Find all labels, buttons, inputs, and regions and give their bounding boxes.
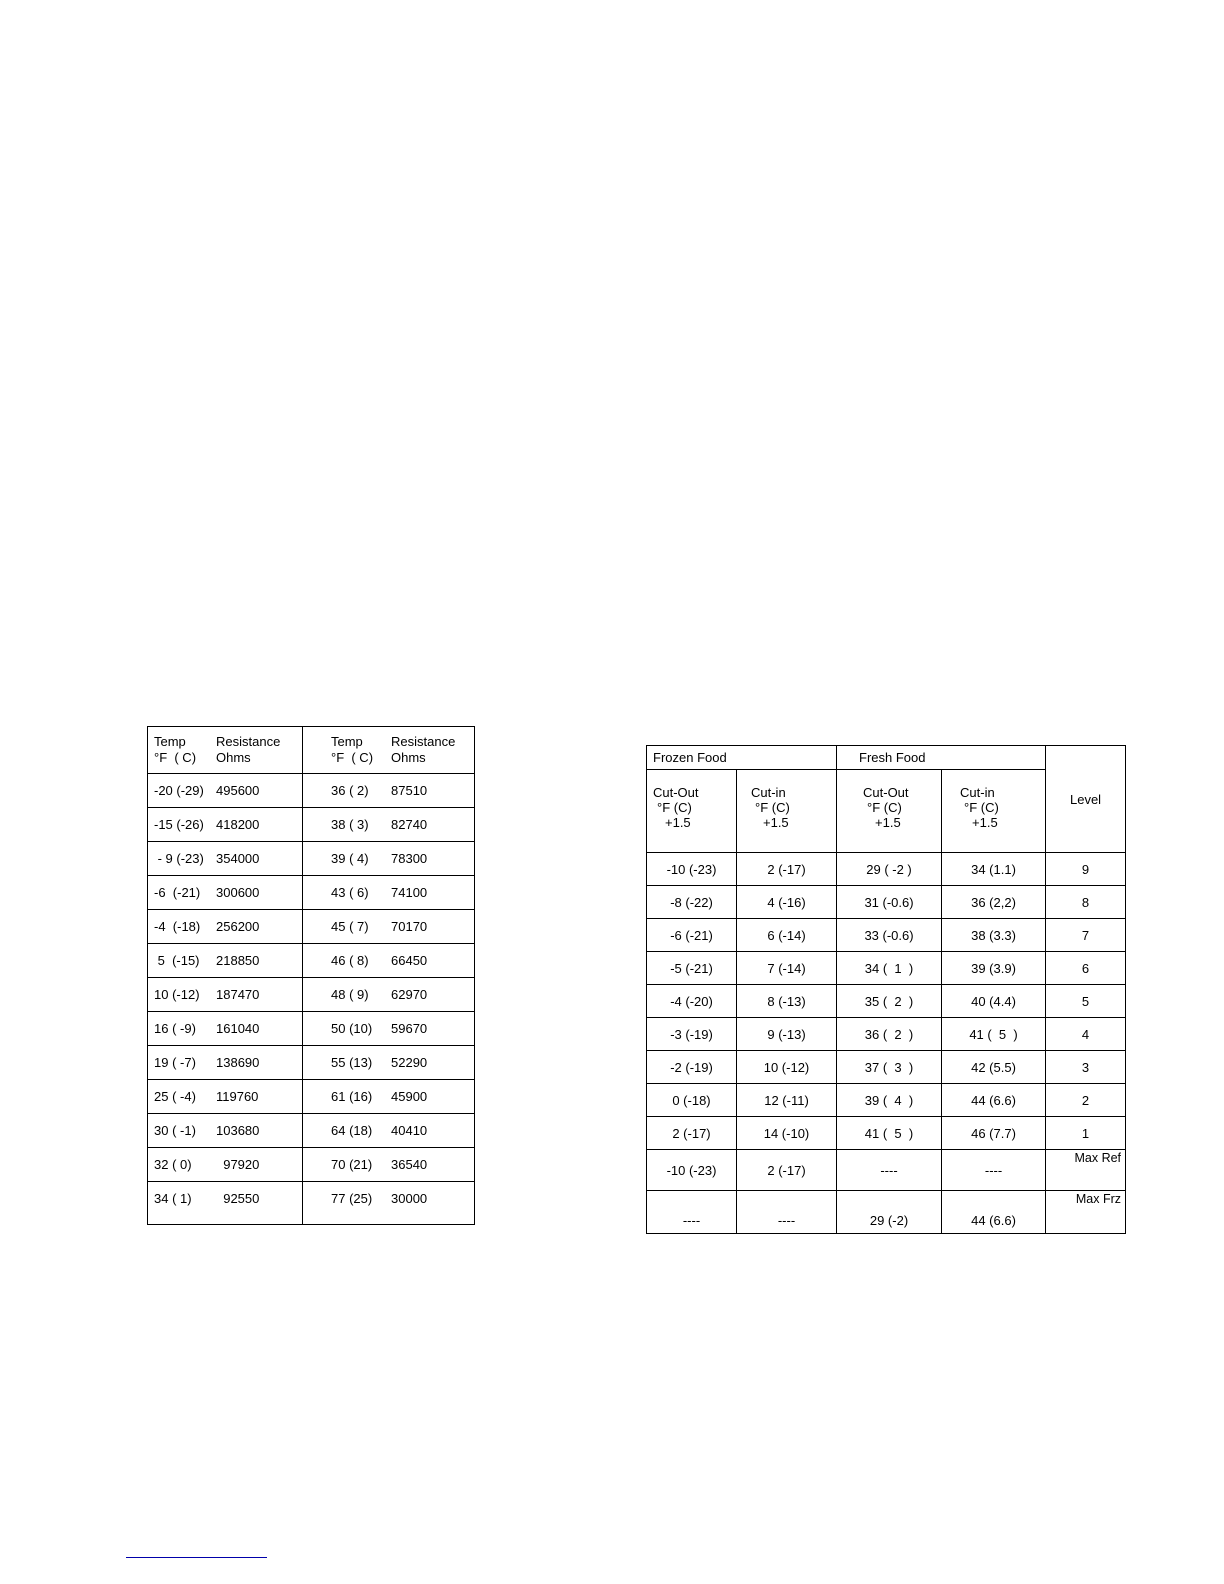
temperature-value: 5 (-15)	[154, 953, 200, 968]
temperature-value: -4 (-18)	[154, 919, 201, 934]
resistance-value: 40410	[391, 1123, 428, 1138]
temperature-value: -6 (-21)	[154, 885, 201, 900]
table-row	[647, 1018, 1126, 1051]
temperature-value: 32 ( 0)	[154, 1157, 192, 1172]
temperature-value: -5 (-21)	[647, 952, 737, 985]
temperature-value: 41 ( 5 )	[942, 1018, 1046, 1051]
fresh-food-header: Fresh Food	[837, 746, 1046, 770]
table-cell	[148, 842, 303, 876]
temperature-value: -10 (-23)	[647, 853, 737, 886]
subheader-line: Cut-Out	[653, 785, 699, 800]
temperature-value: 77 (25)	[331, 1191, 373, 1206]
level-value: 6	[1046, 952, 1126, 985]
table-cell	[303, 1148, 475, 1182]
temperature-value: 45 ( 7)	[331, 919, 369, 934]
level-value: 7	[1046, 919, 1126, 952]
temperature-value: 9 (-13)	[737, 1018, 837, 1051]
column-subheader	[942, 770, 1046, 853]
resistance-header-line2: Ohms	[216, 750, 251, 765]
resistance-value: 30000	[391, 1191, 428, 1206]
level-header: Level	[1046, 746, 1126, 853]
table-cell	[303, 944, 475, 978]
table-row	[148, 910, 475, 944]
resistance-header-line2: Ohms	[391, 750, 426, 765]
resistance-value: 256200	[216, 919, 260, 934]
cell-text: ----	[777, 1212, 796, 1228]
subheader-line: °F (C)	[657, 800, 692, 815]
column-subheader	[647, 770, 737, 853]
table-cell	[148, 944, 303, 978]
temperature-value: -20 (-29)	[154, 783, 204, 798]
temperature-value: -3 (-19)	[647, 1018, 737, 1051]
temperature-value: 38 ( 3)	[331, 817, 369, 832]
temperature-value: 39 (3.9)	[942, 952, 1046, 985]
temperature-value: 39 ( 4 )	[837, 1084, 942, 1117]
temperature-value	[942, 1191, 1046, 1234]
header-cell-left	[148, 727, 303, 774]
table-row	[647, 985, 1126, 1018]
resistance-value: 138690	[216, 1055, 260, 1070]
resistance-value: 92550	[216, 1191, 260, 1206]
resistance-value: 418200	[216, 817, 260, 832]
temperature-value: 10 (-12)	[737, 1051, 837, 1084]
table-cell	[148, 1046, 303, 1080]
resistance-value: 187470	[216, 987, 260, 1002]
table-row	[647, 886, 1126, 919]
table-cell	[148, 1182, 303, 1225]
header-cell-right	[303, 727, 475, 774]
resistance-value: 52290	[391, 1055, 428, 1070]
level-value: 8	[1046, 886, 1126, 919]
table-row	[148, 842, 475, 876]
temperature-value: 41 ( 5 )	[837, 1117, 942, 1150]
subheader-line: +1.5	[875, 815, 901, 830]
resistance-value: 218850	[216, 953, 260, 968]
table-row	[148, 1182, 475, 1225]
resistance-value: 97920	[216, 1157, 260, 1172]
temperature-value: -6 (-21)	[647, 919, 737, 952]
table-row	[148, 774, 475, 808]
temperature-value: -15 (-26)	[154, 817, 204, 832]
temp-header-line2: °F ( C)	[154, 750, 197, 765]
temperature-value: -4 (-20)	[647, 985, 737, 1018]
table-row	[148, 1080, 475, 1114]
temperature-value: 0 (-18)	[647, 1084, 737, 1117]
temperature-value: 34 ( 1)	[154, 1191, 192, 1206]
temperature-value: 61 (16)	[331, 1089, 373, 1104]
temperature-control-table	[646, 745, 1126, 1234]
temperature-value: 37 ( 3 )	[837, 1051, 942, 1084]
temperature-value	[647, 1191, 737, 1234]
table-row	[647, 952, 1126, 985]
level-value: 9	[1046, 853, 1126, 886]
temperature-value: 2 (-17)	[737, 1150, 837, 1191]
temperature-value: 7 (-14)	[737, 952, 837, 985]
level-value: 1	[1046, 1117, 1126, 1150]
resistance-header-line1: Resistance	[391, 734, 456, 749]
temperature-value: 42 (5.5)	[942, 1051, 1046, 1084]
subheader-line: +1.5	[972, 815, 998, 830]
table-cell	[303, 1046, 475, 1080]
level-value: 5	[1046, 985, 1126, 1018]
resistance-value: 66450	[391, 953, 428, 968]
level-value: 2	[1046, 1084, 1126, 1117]
temperature-value: 36 ( 2)	[331, 783, 369, 798]
resistance-value: 78300	[391, 851, 428, 866]
level-label-cell	[1046, 1150, 1126, 1191]
resistance-value: 45900	[391, 1089, 428, 1104]
frozen-food-header: Frozen Food	[647, 746, 837, 770]
temperature-value: 36 (2,2)	[942, 886, 1046, 919]
temperature-value: 8 (-13)	[737, 985, 837, 1018]
table-row	[148, 876, 475, 910]
subheader-line: +1.5	[763, 815, 789, 830]
temperature-value: 29 ( -2 )	[837, 853, 942, 886]
resistance-value: 161040	[216, 1021, 260, 1036]
temperature-value: -2 (-19)	[647, 1051, 737, 1084]
temperature-value: 34 (1.1)	[942, 853, 1046, 886]
table-cell	[303, 978, 475, 1012]
resistance-value: 354000	[216, 851, 260, 866]
temperature-value	[837, 1191, 942, 1234]
table-row	[647, 1117, 1126, 1150]
temperature-value: 31 (-0.6)	[837, 886, 942, 919]
table-row	[647, 1051, 1126, 1084]
temperature-value: 2 (-17)	[737, 853, 837, 886]
subheader-line: °F (C)	[964, 800, 999, 815]
resistance-value: 103680	[216, 1123, 260, 1138]
temperature-value: 43 ( 6)	[331, 885, 369, 900]
table-cell	[303, 1182, 475, 1225]
temperature-value: 46 (7.7)	[942, 1117, 1046, 1150]
resistance-value: 62970	[391, 987, 428, 1002]
cell-text: ----	[682, 1212, 701, 1228]
thermistor-resistance-table	[147, 726, 475, 1225]
resistance-header-line1: Resistance	[216, 734, 281, 749]
column-subheader	[837, 770, 942, 853]
temperature-value: 6 (-14)	[737, 919, 837, 952]
temperature-value: 30 ( -1)	[154, 1123, 196, 1138]
max-ref-row	[647, 1150, 1126, 1191]
temperature-value: 46 ( 8)	[331, 953, 369, 968]
resistance-value: 59670	[391, 1021, 428, 1036]
temperature-value: 33 (-0.6)	[837, 919, 942, 952]
subheader-line: Cut-in	[960, 785, 995, 800]
temperature-value: ----	[942, 1150, 1046, 1191]
subheader-line: °F (C)	[755, 800, 790, 815]
temperature-value: 38 (3.3)	[942, 919, 1046, 952]
resistance-value: 82740	[391, 817, 428, 832]
resistance-value: 87510	[391, 783, 428, 798]
table-cell	[303, 808, 475, 842]
level-label: Max Frz	[1075, 1192, 1122, 1206]
table-cell	[148, 1114, 303, 1148]
level-label-cell	[1046, 1191, 1126, 1234]
temperature-value: 64 (18)	[331, 1123, 373, 1138]
temperature-value: 10 (-12)	[154, 987, 200, 1002]
temp-header-line1: Temp	[331, 734, 363, 749]
temperature-value: 34 ( 1 )	[837, 952, 942, 985]
table-row	[647, 1084, 1126, 1117]
column-subheader	[737, 770, 837, 853]
table-cell	[148, 774, 303, 808]
temperature-value: 55 (13)	[331, 1055, 373, 1070]
table-header-row	[148, 727, 475, 774]
temperature-value: 50 (10)	[331, 1021, 373, 1036]
subheader-line: Cut-Out	[863, 785, 909, 800]
temperature-value: 2 (-17)	[647, 1117, 737, 1150]
temperature-value: 35 ( 2 )	[837, 985, 942, 1018]
temperature-value: -8 (-22)	[647, 886, 737, 919]
resistance-value: 119760	[216, 1089, 259, 1104]
table-row	[647, 919, 1126, 952]
temperature-value: -10 (-23)	[647, 1150, 737, 1191]
table-cell	[148, 808, 303, 842]
resistance-value: 70170	[391, 919, 428, 934]
resistance-value: 74100	[391, 885, 428, 900]
max-frz-row	[647, 1191, 1126, 1234]
resistance-value: 495600	[216, 783, 260, 798]
table-cell	[148, 978, 303, 1012]
table-cell	[303, 842, 475, 876]
table-row	[148, 1012, 475, 1046]
table-row	[148, 1114, 475, 1148]
temperature-value: 14 (-10)	[737, 1117, 837, 1150]
resistance-value: 36540	[391, 1157, 428, 1172]
temperature-value: 25 ( -4)	[154, 1089, 196, 1104]
subheader-line: +1.5	[665, 815, 691, 830]
temp-header-line1: Temp	[154, 734, 186, 749]
temperature-value: 44 (6.6)	[942, 1084, 1046, 1117]
table-row	[148, 1148, 475, 1182]
table-row	[148, 1046, 475, 1080]
temperature-value: 40 (4.4)	[942, 985, 1046, 1018]
table-cell	[303, 876, 475, 910]
subheader-line: Cut-in	[751, 785, 786, 800]
table-row	[148, 808, 475, 842]
table-cell	[148, 1080, 303, 1114]
table-cell	[148, 1012, 303, 1046]
temperature-value	[737, 1191, 837, 1234]
resistance-value: 300600	[216, 885, 260, 900]
temperature-value: 16 ( -9)	[154, 1021, 196, 1036]
table-cell	[303, 1114, 475, 1148]
table-row	[148, 978, 475, 1012]
temperature-value: 4 (-16)	[737, 886, 837, 919]
temperature-value: 19 ( -7)	[154, 1055, 196, 1070]
table-row	[647, 853, 1126, 886]
temperature-value: 39 ( 4)	[331, 851, 369, 866]
cell-text: 29 (-2)	[869, 1212, 909, 1228]
temperature-value: 12 (-11)	[737, 1084, 837, 1117]
table-cell	[148, 876, 303, 910]
temperature-value: 70 (21)	[331, 1157, 373, 1172]
cell-text: 44 (6.6)	[971, 1212, 1016, 1228]
temperature-value: 48 ( 9)	[331, 987, 369, 1002]
subheader-line: °F (C)	[867, 800, 902, 815]
table-cell	[303, 1012, 475, 1046]
level-value: 4	[1046, 1018, 1126, 1051]
level-value: 3	[1046, 1051, 1126, 1084]
temp-header-line2: °F ( C)	[331, 750, 374, 765]
footnote-rule	[126, 1557, 267, 1558]
level-label: Max Ref	[1074, 1151, 1122, 1165]
temperature-value: ----	[837, 1150, 942, 1191]
table-cell	[148, 910, 303, 944]
temperature-value: 36 ( 2 )	[837, 1018, 942, 1051]
table-group-header-row	[647, 746, 1126, 770]
table-cell	[148, 1148, 303, 1182]
table-cell	[303, 774, 475, 808]
table-row	[148, 944, 475, 978]
table-cell	[303, 910, 475, 944]
table-cell	[303, 1080, 475, 1114]
temperature-value: - 9 (-23)	[154, 851, 204, 866]
